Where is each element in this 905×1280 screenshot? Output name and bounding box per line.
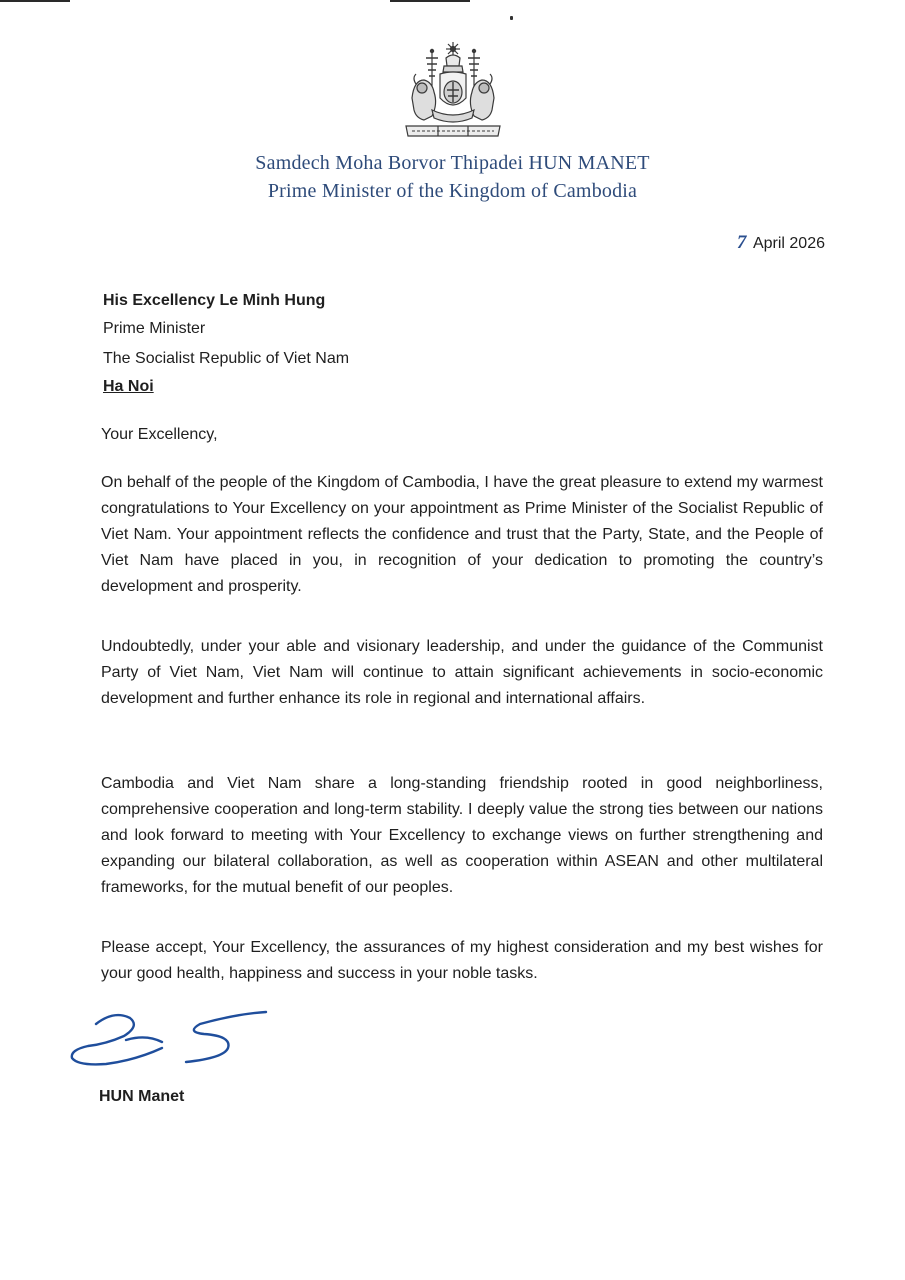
letterhead-title: Prime Minister of the Kingdom of Cambodia xyxy=(267,180,638,202)
royal-coat-of-arms-icon xyxy=(402,40,504,140)
letter-date xyxy=(737,232,825,254)
paragraph-leadership: Undoubtedly, under your able and visionary leadership, and under the guidance of the Communist Party of Viet Nam, Viet Nam will continue to attain significant achievements in socio-economic development and further enhance its role in regional and international affairs. xyxy=(101,638,823,707)
date-day-handwritten: 7 xyxy=(736,232,747,253)
scan-speck xyxy=(510,16,513,20)
signer-name: HUN Manet xyxy=(99,1088,185,1105)
paragraph-friendship: Cambodia and Viet Nam share a long-standing friendship rooted in good neighborliness, comprehensive cooperation and long-term stability. I deeply value the strong ties between our nations and look forward to meeting with Your Excellency to exchange views on further strengthening and expanding our bilateral collaboration, as well as cooperation within ASEAN and other multilateral frameworks, for the mutual benefit of our peoples. xyxy=(101,775,823,896)
recipient-title: Prime Minister xyxy=(103,320,206,337)
scan-edge-mark xyxy=(0,0,70,2)
letterhead-name: Samdech Moha Borvor Thipadei HUN MANET xyxy=(255,152,650,174)
recipient-country: The Socialist Republic of Viet Nam xyxy=(103,350,350,367)
date-month-year: April 2026 xyxy=(752,235,825,252)
paragraph-congratulations: On behalf of the people of the Kingdom of Cambodia, I have the great pleasure to extend my warmest congratulations to Your Excellency on your appointment as Prime Minister of the Socialist Republic of Viet Nam. Your appointment reflects the confidence and trust that the Party, State, and the People of Viet Nam have placed in you, in recognition of your dedication to promoting the country’s development and prosperity. xyxy=(101,474,823,595)
scan-edge-mark xyxy=(390,0,470,2)
paragraph-closing: Please accept, Your Excellency, the assurances of my highest consideration and my best wishes for your good health, happiness and success in your noble tasks. xyxy=(101,939,823,982)
handwritten-signature-icon xyxy=(66,1002,276,1072)
recipient-city: Ha Noi xyxy=(103,378,154,395)
recipient-name: His Excellency Le Minh Hung xyxy=(103,292,326,309)
salutation: Your Excellency, xyxy=(101,426,218,443)
